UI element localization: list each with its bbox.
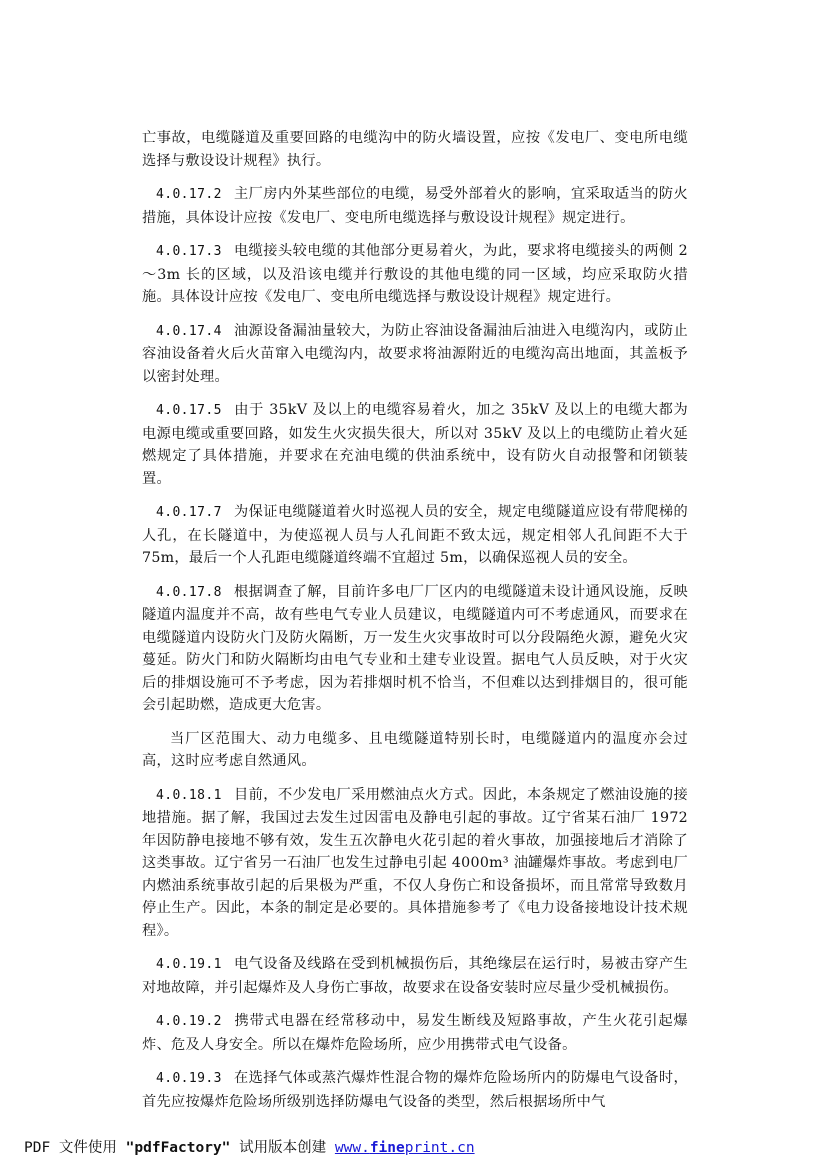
paragraph-text: 当厂区范围大、动力电缆多、且电缆隧道特别长时，电缆隧道内的温度亦会过高，这时应考虑自然通风。 xyxy=(142,730,688,769)
paragraph-text: 油源设备漏油量较大，为防止容油设备漏油后油进入电缆沟内，或防止容油设备着火后火苗窜入电缆沟内，故要求将油源附近的电缆沟高出地面，其盖板予以密封处理。 xyxy=(142,322,688,385)
paragraph-4-0-17-8 xyxy=(142,581,688,717)
paragraph-text: 目前，不少发电厂采用燃油点火方式。因此，本条规定了燃油设施的接地措施。据了解，我国过去发生过因雷电及静电引起的事故。辽宁省某石油厂 1972 年因防静电接地不够有效，发生五次静电火花引起的着火事故，加强接地后才消除了这类事故。辽宁省另一石油厂也发生过静电引起 4000m³ 油罐爆炸事故。考虑到电厂内燃油系统事故引起的后果极为严重，不仅人身伤亡和设备损坏，而且常常导致数月停止生产。因此，本条的制定是必要的。具体措施参考了《电力设备接地设计技术规程》。 xyxy=(142,786,688,939)
clause-number: 4.0.17.5 xyxy=(156,403,222,418)
paragraph-text: 电缆接头较电缆的其他部分更易着火，为此，要求将电缆接头的两侧 2～3m 长的区域，以及沿该电缆并行敷设的其他电缆的同一区域，均应采取防火措施。具体设计应按《发电厂、变电所电缆选择与敷设设计规程》规定进行。 xyxy=(142,243,688,305)
paragraph-text: 主厂房内外某些部位的电缆，易受外部着火的影响，宜采取适当的防火措施，具体设计应按《发电厂、变电所电缆选择与敷设设计规程》规定进行。 xyxy=(142,186,688,226)
paragraph-4-0-18-1 xyxy=(142,784,688,943)
footer-prefix: PDF 文件使用 xyxy=(24,1140,126,1156)
paragraph-text: 亡事故，电缆隧道及重要回路的电缆沟中的防火墙设置，应按《发电厂、变电所电缆选择与敷设设计规程》执行。 xyxy=(142,130,688,169)
footer-link-rest: print.cn xyxy=(404,1140,475,1156)
footer-product: "pdfFactory" xyxy=(125,1140,231,1156)
footer-link[interactable] xyxy=(335,1140,475,1156)
clause-number: 4.0.19.3 xyxy=(156,1071,222,1086)
footer-middle: 试用版本创建 xyxy=(230,1140,335,1156)
paragraph-4-0-17-4 xyxy=(142,320,688,389)
document-body xyxy=(142,127,688,1124)
clause-number: 4.0.17.4 xyxy=(156,323,222,339)
paragraph-text: 根据调查了解，目前许多电厂厂区内的电缆隧道未设计通风设施，反映隧道内温度并不高，故有些电气专业人员建议，电缆隧道内可不考虑通风，而要求在电缆隧道内设防火门及防火隔断，万一发生火灾事故时可以分段隔绝火源，避免火灾蔓延。防火门和防火隔断均由电气专业和土建专业设置。据电气人员反映，对于火灾后的排烟设施可不予考虑，因为若排烟时机不恰当，不但难以达到排烟目的，很可能会引起助燃，造成更大危害。 xyxy=(142,583,688,713)
paragraph-text: 在选择气体或蒸汽爆炸性混合物的爆炸危险场所内的防爆电气设备时，首先应按爆炸危险场所级别选择防爆电气设备的类型，然后根据场所中气 xyxy=(142,1070,688,1110)
paragraph-4-0-17-3 xyxy=(142,240,688,309)
footer-link-www: www. xyxy=(334,1140,370,1156)
paragraph-text: 电气设备及线路在受到机械损伤后，其绝缘层在运行时，易被击穿产生对地故障，并引起爆炸及人身伤亡事故，故要求在设备安装时应尽量少受机械损伤。 xyxy=(142,956,688,996)
clause-number: 4.0.19.2 xyxy=(156,1014,222,1029)
clause-number: 4.0.17.2 xyxy=(156,187,222,202)
paragraph-text: 携带式电器在经常移动中，易发生断线及短路事故，产生火花引起爆炸、危及人身安全。所以在爆炸危险场所，应少用携带式电气设备。 xyxy=(142,1013,688,1053)
paragraph-text: 由于 35kV 及以上的电缆容易着火，加之 35kV 及以上的电缆大都为电源电缆或重要回路，如发生火灾损失很大，所以对 35kV 及以上的电缆防止着火延燃规定了具体措施，并要求在充油电缆的供油系统中，设有防火自动报警和闭锁装置。 xyxy=(142,402,688,487)
clause-number: 4.0.18.1 xyxy=(156,787,222,803)
clause-number: 4.0.17.8 xyxy=(156,584,222,600)
clause-number: 4.0.17.7 xyxy=(156,505,222,520)
paragraph-0 xyxy=(142,127,688,172)
paragraph-ventilation-note xyxy=(142,728,688,773)
paragraph-text: 为保证电缆隧道着火时巡视人员的安全，规定电缆隧道应设有带爬梯的人孔，在长隧道中，为使巡视人员与人孔间距不致太远，规定相邻人孔间距不大于 75m，最后一个人孔距电缆隧道终端不宜超过 5m，以确保巡视人员的安全。 xyxy=(142,504,688,566)
paragraph-4-0-19-3 xyxy=(142,1067,688,1113)
paragraph-4-0-17-5 xyxy=(142,399,688,490)
clause-number: 4.0.17.3 xyxy=(156,244,222,259)
clause-number: 4.0.19.1 xyxy=(156,957,222,972)
paragraph-4-0-17-7 xyxy=(142,501,688,570)
paragraph-4-0-19-1 xyxy=(142,953,688,999)
footer-link-fine: fine xyxy=(369,1140,405,1156)
paragraph-4-0-17-2 xyxy=(142,183,688,229)
pdf-footer xyxy=(24,1136,475,1157)
paragraph-4-0-19-2 xyxy=(142,1010,688,1056)
